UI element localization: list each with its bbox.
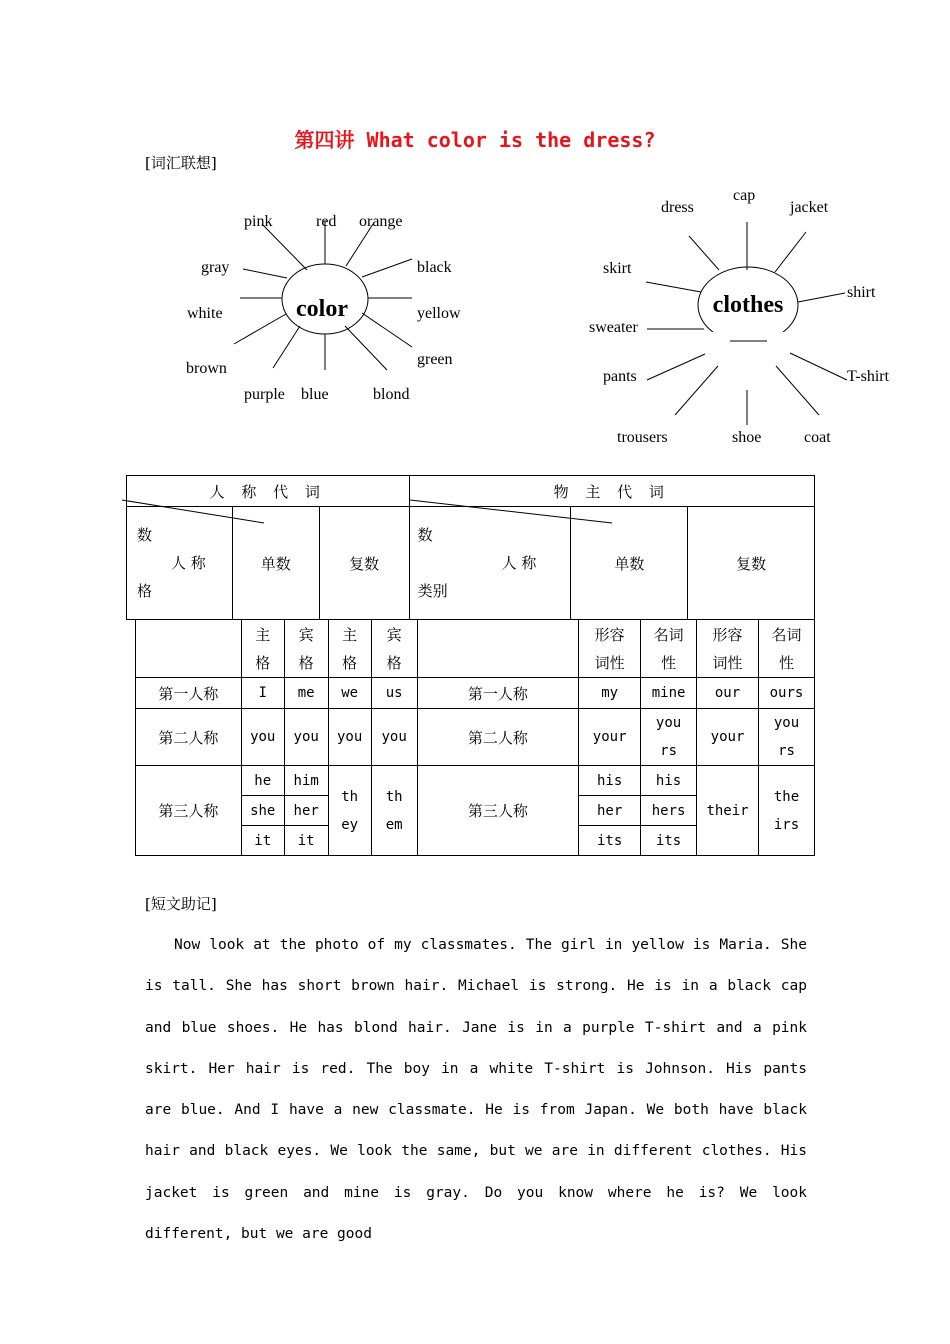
table-row [136,709,815,766]
color-center: color [296,296,348,322]
table-cell: he [241,766,284,796]
color-word: white [187,305,223,322]
diag-label: 数 [137,526,153,544]
adjective-header: 形容词性 [579,620,641,678]
diag-label: 人 称 [171,554,206,572]
table-cell: them [371,766,417,856]
table-row [136,766,815,796]
clothes-word: trousers [617,429,668,446]
diag-label: 格 [137,582,153,600]
table-cell: her [284,796,328,826]
table-cell: theirs [758,766,814,856]
noun-header: 名词性 [758,620,814,678]
diagonal-lines [0,0,950,620]
diag-label: 人 称 [501,554,537,572]
row-label: 第三人称 [136,766,242,856]
table-cell: her [579,796,641,826]
color-word: blue [301,386,329,403]
table-cell: yours [758,709,814,766]
clothes-word: sweater [589,319,638,336]
table-cell: they [328,766,371,856]
table-cell: me [284,678,328,709]
vocab-heading: [词汇联想] [145,154,217,172]
table-cell: we [328,678,371,709]
table-cell: yours [641,709,697,766]
table-cell: you [284,709,328,766]
table-cell: you [371,709,417,766]
table-cell: its [579,826,641,856]
clothes-word: shirt [847,284,876,301]
table-cell: our [697,678,759,709]
adjective-header: 形容词性 [697,620,759,678]
color-word: green [417,351,453,368]
personal-pronoun-header: 人 称 代 词 [127,476,410,507]
diag-label: 类别 [417,582,448,600]
table-cell: hers [641,796,697,826]
color-word: pink [244,213,273,230]
table-cell: ours [758,678,814,709]
table-cell: it [241,826,284,856]
table-cell: his [579,766,641,796]
plural-header: 复数 [688,507,815,620]
color-word: black [417,259,452,276]
clothes-center: clothes [712,292,784,318]
possessive-pronoun-header: 物 主 代 词 [409,476,814,507]
singular-header: 单数 [571,507,688,620]
plural-header: 复数 [319,507,409,620]
table-cell: you [328,709,371,766]
row-label: 第一人称 [417,678,579,709]
passage-heading: [短文助记] [145,895,217,913]
table-cell: his [641,766,697,796]
clothes-word: T-shirt [847,368,890,385]
passage [145,925,807,1255]
table-cell: its [641,826,697,856]
noun-header: 名词性 [641,620,697,678]
clothes-word: skirt [603,260,632,277]
color-word: blond [373,386,410,403]
row-label: 第三人称 [417,766,579,856]
clothes-word: shoe [732,429,762,446]
object-header: 宾格 [284,620,328,678]
table-cell: their [697,766,759,856]
table-row [136,678,815,709]
color-word: brown [186,360,227,377]
pronoun-table [135,619,815,856]
table-cell: you [241,709,284,766]
row-label: 第二人称 [136,709,242,766]
color-word: yellow [417,305,461,322]
row-label: 第二人称 [417,709,579,766]
color-word: gray [201,259,230,276]
table-cell: my [579,678,641,709]
clothes-word: coat [804,429,831,446]
passage-text: Now look at the photo of my classmates. The girl in yellow is Maria. She is tall. She has short brown hair. Michael is strong. He is in a black cap and blue shoes. He has blond hair. Jane is in a purple T-shirt and a pink skirt. Her hair is red. The boy in a white T-shirt is Johnson. His pants are blue. And I have a new classmate. He is from Japan. We both have black hair and black eyes. We look the same, but we are in different clothes. His jacket is green and mine is gray. Do you know where he is? We look different, but we are good [145,937,807,1243]
table-cell: your [697,709,759,766]
subject-header: 主格 [241,620,284,678]
page-title: 第四讲 What color is the dress? [294,128,656,152]
table-cell: him [284,766,328,796]
clothes-word: dress [661,199,694,216]
table-cell: your [579,709,641,766]
object-header: 宾格 [371,620,417,678]
table-cell: I [241,678,284,709]
clothes-word: cap [733,187,756,204]
table-cell: us [371,678,417,709]
color-word: orange [359,213,403,230]
clothes-word: jacket [790,199,829,216]
subject-header: 主格 [328,620,371,678]
color-word: purple [244,386,285,403]
diag-label: 数 [417,526,433,544]
clothes-word: pants [603,368,637,385]
table-cell: she [241,796,284,826]
table-cell: mine [641,678,697,709]
color-word: red [316,213,337,230]
singular-header: 单数 [232,507,319,620]
row-label: 第一人称 [136,678,242,709]
table-cell: it [284,826,328,856]
